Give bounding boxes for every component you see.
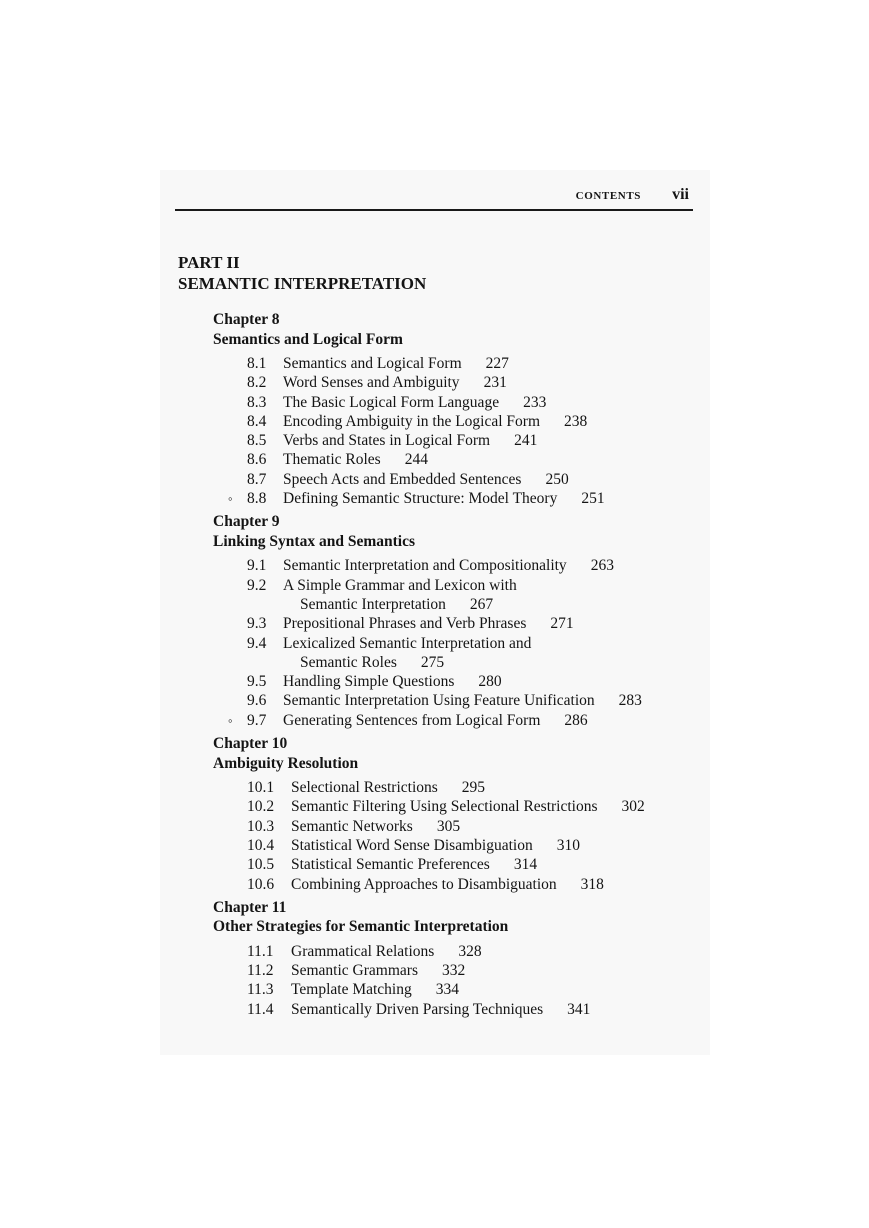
page-number: vii — [672, 186, 689, 203]
toc-entry[interactable] — [213, 980, 693, 999]
section-page: 280 — [478, 673, 502, 691]
section-title: A Simple Grammar and Lexicon with — [283, 576, 517, 594]
section-page: 332 — [441, 962, 466, 980]
section-page: 310 — [556, 836, 580, 854]
chapter-label: Chapter 9 — [213, 513, 280, 531]
section-number: 8.5 — [247, 432, 267, 450]
section-title: Semantic Grammars — [291, 962, 418, 980]
toc-entry[interactable] — [213, 711, 693, 730]
chapter-block — [213, 898, 693, 1019]
toc-entry[interactable] — [213, 961, 693, 980]
section-number: 9.4 — [247, 634, 267, 652]
section-number: 8.3 — [247, 393, 267, 411]
toc-entry[interactable] — [213, 614, 693, 633]
section-page: 305 — [436, 817, 461, 835]
toc-entry[interactable] — [213, 672, 693, 691]
toc-entry[interactable] — [213, 393, 693, 412]
section-page: 233 — [523, 393, 547, 411]
chapter-label: Chapter 11 — [213, 898, 287, 916]
section-title: Grammatical Relations — [291, 942, 435, 960]
section-title: Semantic Filtering Using Selectional Restrictions — [291, 798, 598, 816]
section-list — [213, 942, 693, 1019]
section-number: 10.6 — [247, 875, 275, 893]
toc-entry[interactable] — [213, 942, 693, 961]
section-number: 8.8 — [247, 490, 267, 508]
section-title: Encoding Ambiguity in the Logical Form — [283, 412, 541, 430]
section-page: 295 — [461, 779, 486, 797]
toc-entry[interactable] — [213, 778, 693, 797]
section-number: 8.1 — [247, 355, 267, 372]
section-title: Handling Simple Questions — [283, 673, 455, 691]
toc-entry[interactable] — [213, 450, 693, 469]
toc-entry[interactable] — [213, 431, 693, 450]
section-number: 10.4 — [247, 836, 275, 854]
section-page: 250 — [545, 470, 569, 488]
running-head — [175, 186, 693, 208]
toc-entry-continuation[interactable] — [213, 595, 693, 614]
section-page: 328 — [458, 942, 482, 960]
section-title: Selectional Restrictions — [291, 779, 438, 797]
section-title: Thematic Roles — [283, 451, 381, 469]
section-list — [213, 778, 693, 894]
section-number: 11.4 — [247, 1000, 274, 1018]
chapter-title: Linking Syntax and Semantics — [213, 532, 415, 550]
section-title: Defining Semantic Structure: Model Theory — [283, 490, 558, 508]
section-title: Lexicalized Semantic Interpretation and — [283, 634, 532, 652]
section-page: 341 — [567, 1000, 591, 1018]
section-title-continuation: Semantic Roles — [300, 653, 397, 671]
section-number: 8.7 — [247, 470, 267, 488]
chapter-block — [213, 512, 693, 730]
toc-entry[interactable] — [213, 576, 693, 595]
header-rule — [175, 209, 693, 211]
section-page: 263 — [590, 557, 614, 575]
section-number: 8.4 — [247, 412, 267, 430]
section-title: Verbs and States in Logical Form — [283, 432, 491, 450]
toc-entry[interactable] — [213, 855, 693, 874]
section-page: 271 — [550, 615, 574, 633]
chapter-title: Ambiguity Resolution — [213, 754, 359, 772]
chapter-label: Chapter 8 — [213, 311, 280, 328]
section-list — [213, 354, 693, 508]
section-page: 334 — [435, 981, 459, 999]
part-number: PART II — [178, 253, 240, 272]
section-title-continuation: Semantic Interpretation — [300, 595, 446, 613]
chapter-label: Chapter 10 — [213, 735, 288, 753]
section-number: 9.1 — [247, 557, 267, 575]
section-page: 267 — [469, 595, 494, 613]
section-number: 10.1 — [247, 779, 275, 797]
toc-entry[interactable] — [213, 875, 693, 894]
chapter-block — [213, 310, 693, 508]
section-page: 283 — [618, 692, 642, 710]
chapter-title: Semantics and Logical Form — [213, 330, 403, 348]
section-number: 10.2 — [247, 798, 275, 816]
section-number: 9.7 — [247, 711, 267, 729]
toc-entry[interactable] — [213, 489, 693, 508]
toc-entry[interactable] — [213, 470, 693, 489]
chapter-title: Other Strategies for Semantic Interpretation — [213, 918, 509, 936]
part-heading — [178, 252, 426, 294]
optional-section-marker: ◦ — [228, 712, 233, 728]
section-list — [213, 556, 693, 730]
section-title: Semantics and Logical Form — [283, 355, 462, 372]
section-title: Semantically Driven Parsing Techniques — [291, 1000, 544, 1018]
section-title: Prepositional Phrases and Verb Phrases — [283, 615, 527, 633]
section-number: 9.3 — [247, 615, 267, 633]
section-number: 10.3 — [247, 817, 275, 835]
section-page: 275 — [420, 653, 445, 671]
section-page: 314 — [513, 856, 538, 874]
section-number: 11.1 — [247, 942, 274, 960]
section-number: 9.6 — [247, 692, 267, 710]
part-title: SEMANTIC INTERPRETATION — [178, 274, 427, 293]
section-title: Statistical Word Sense Disambiguation — [291, 836, 533, 854]
toc-entry[interactable] — [213, 1000, 693, 1019]
section-number: 9.2 — [247, 576, 267, 594]
section-number: 9.5 — [247, 673, 267, 691]
toc-entry-continuation[interactable] — [213, 653, 693, 672]
section-page: 241 — [514, 432, 538, 450]
section-page: 251 — [581, 490, 605, 508]
toc-entry[interactable] — [213, 556, 693, 575]
optional-section-marker: ◦ — [228, 491, 233, 507]
toc-entry[interactable] — [213, 634, 693, 653]
section-title: Semantic Interpretation and Compositionality — [283, 557, 567, 575]
toc-entry[interactable] — [213, 817, 693, 836]
section-number: 10.5 — [247, 856, 275, 874]
toc-entry[interactable] — [213, 412, 693, 431]
section-title: Combining Approaches to Disambiguation — [291, 875, 557, 893]
section-title: Generating Sentences from Logical Form — [283, 711, 541, 729]
section-page: 318 — [580, 875, 604, 893]
section-page: 244 — [404, 451, 428, 469]
section-title: Statistical Semantic Preferences — [291, 856, 490, 874]
chapter-block — [213, 734, 693, 894]
section-title: The Basic Logical Form Language — [283, 393, 500, 411]
section-title: Semantic Networks — [291, 817, 413, 835]
section-page: 231 — [483, 374, 507, 392]
section-page: 227 — [485, 355, 509, 372]
toc-entry[interactable] — [213, 691, 693, 710]
section-title: Template Matching — [291, 981, 412, 999]
toc-entry[interactable] — [213, 373, 693, 392]
running-head-title: CONTENTS — [575, 190, 641, 202]
section-page: 302 — [621, 798, 645, 816]
section-number: 11.2 — [247, 962, 274, 980]
table-of-contents — [213, 310, 693, 1023]
section-page: 238 — [564, 412, 588, 430]
section-title: Speech Acts and Embedded Sentences — [283, 470, 522, 488]
section-title: Semantic Interpretation Using Feature Unification — [283, 692, 595, 710]
toc-entry[interactable] — [213, 836, 693, 855]
toc-entry[interactable] — [213, 354, 693, 373]
section-number: 8.6 — [247, 451, 267, 469]
section-number: 11.3 — [247, 981, 274, 999]
section-title: Word Senses and Ambiguity — [283, 374, 460, 392]
section-number: 8.2 — [247, 374, 267, 392]
toc-entry[interactable] — [213, 797, 693, 816]
section-page: 286 — [564, 711, 588, 729]
